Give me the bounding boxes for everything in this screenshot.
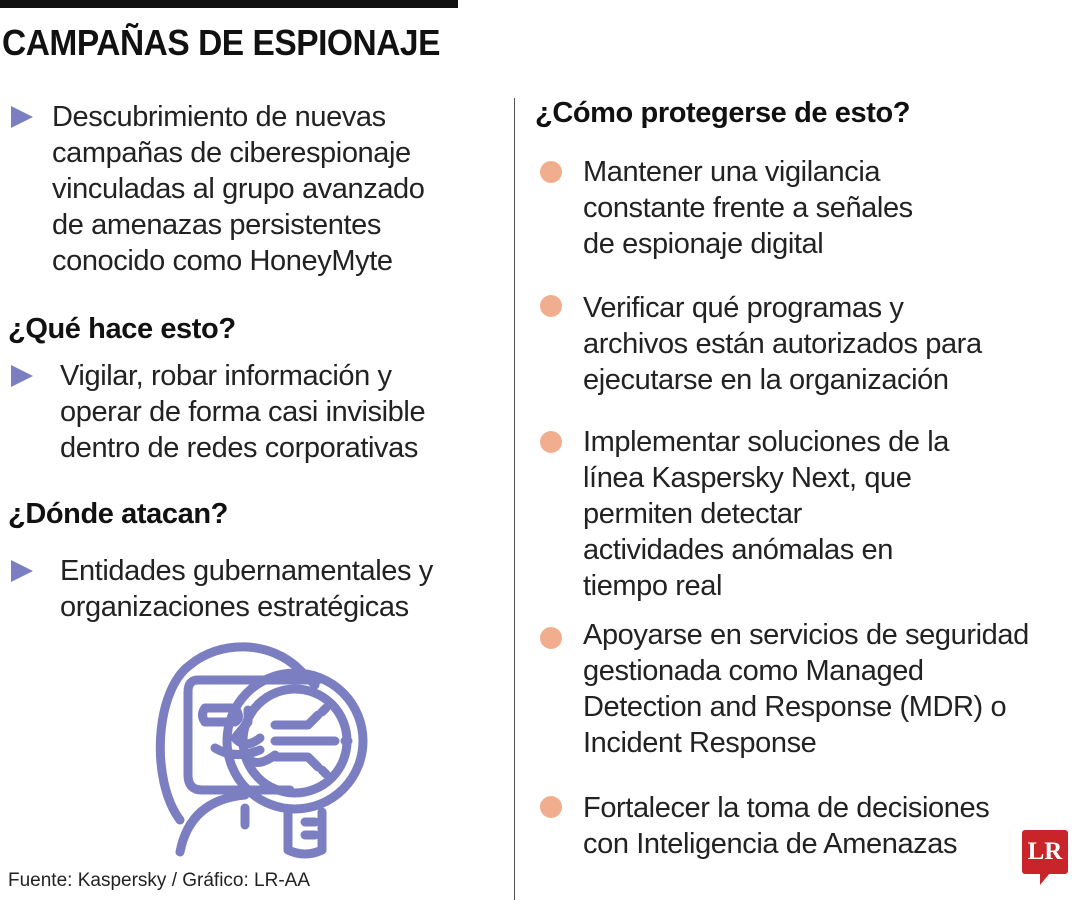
line: Incident Response	[583, 727, 817, 759]
line: Apoyarse en servicios de seguridad	[583, 619, 1029, 651]
protection-item	[583, 290, 982, 398]
lr-logo: LR	[1022, 830, 1068, 874]
protection-item	[583, 154, 913, 262]
line: actividades anómalas en	[583, 534, 893, 566]
where-text	[60, 553, 433, 625]
dot-bullet-icon	[540, 627, 562, 649]
line: permiten detectar	[583, 498, 802, 530]
line: tiempo real	[583, 570, 723, 602]
protection-item	[583, 790, 989, 862]
line: Implementar soluciones de la	[583, 426, 949, 458]
line: Detection and Response (MDR) o	[583, 691, 1007, 723]
where-heading: ¿Dónde atacan?	[8, 498, 228, 530]
line: de espionaje digital	[583, 228, 824, 260]
dot-bullet-icon	[540, 431, 562, 453]
line: de amenazas persistentes	[52, 209, 381, 241]
line: dentro de redes corporativas	[60, 432, 418, 464]
line: archivos están autorizados para	[583, 328, 982, 360]
dot-bullet-icon	[540, 295, 562, 317]
line: operar de forma casi invisible	[60, 396, 426, 428]
line: Entidades gubernamentales y	[60, 555, 433, 587]
line: campañas de ciberespionaje	[52, 137, 411, 169]
top-rule	[0, 0, 458, 8]
line: línea Kaspersky Next, que	[583, 462, 912, 494]
triangle-bullet-icon	[11, 560, 33, 582]
intro-text	[52, 99, 425, 279]
line: Descubrimiento de nuevas	[52, 101, 386, 133]
hooded-spy-magnifier-icon	[150, 630, 400, 860]
line: constante frente a señales	[583, 192, 913, 224]
line: organizaciones estratégicas	[60, 591, 409, 623]
column-divider	[514, 98, 515, 900]
dot-bullet-icon	[540, 161, 562, 183]
triangle-bullet-icon	[11, 365, 33, 387]
protection-heading: ¿Cómo protegerse de esto?	[535, 97, 911, 129]
line: con Inteligencia de Amenazas	[583, 828, 958, 860]
protection-item	[583, 617, 1029, 761]
what-heading: ¿Qué hace esto?	[8, 313, 236, 345]
line: Vigilar, robar información y	[60, 360, 392, 392]
line: Fortalecer la toma de decisiones	[583, 792, 990, 824]
protection-item	[583, 424, 949, 604]
line: conocido como HoneyMyte	[52, 245, 393, 277]
line: gestionada como Managed	[583, 655, 924, 687]
line: Verificar qué programas y	[583, 292, 904, 324]
dot-bullet-icon	[540, 796, 562, 818]
line: vinculadas al grupo avanzado	[52, 173, 425, 205]
triangle-bullet-icon	[11, 106, 33, 128]
line: Mantener una vigilancia	[583, 156, 881, 188]
page-title: CAMPAÑAS DE ESPIONAJE	[2, 22, 440, 63]
what-text	[60, 358, 425, 466]
source-credit: Fuente: Kaspersky / Gráfico: LR-AA	[8, 870, 311, 891]
line: ejecutarse en la organización	[583, 364, 949, 396]
